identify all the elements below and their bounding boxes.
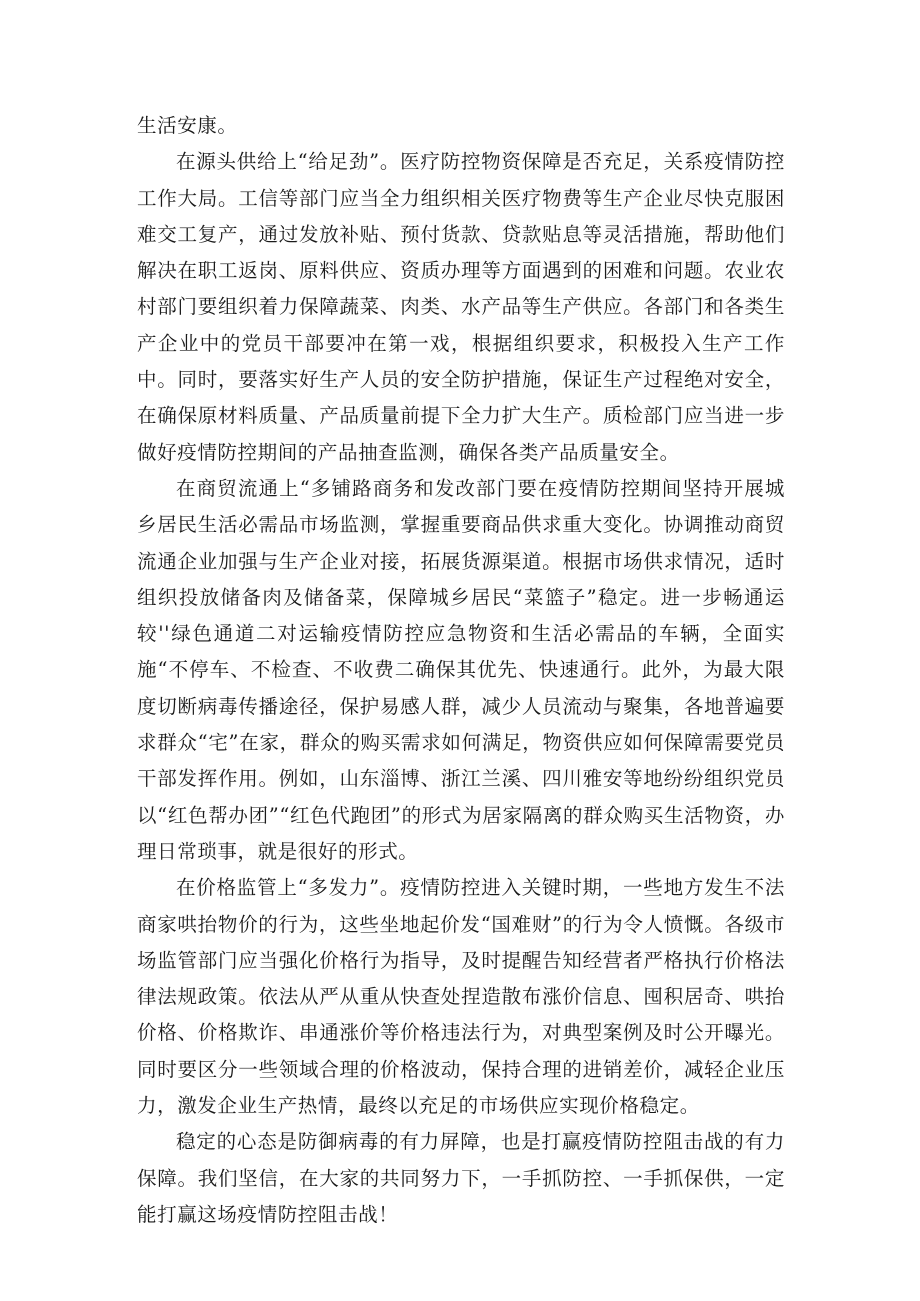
document-page: [137, 108, 785, 1233]
paragraph-3: 在商贸流通上“多铺路商务和发改部门要在疫情防控期间坚持开展城乡居民生活必需品市场监测，掌握重要商品供求重大变化。协调推动商贸流通企业加强与生产企业对接，拓展货源渠道。根据市场供求情况，适时组织投放储备肉及储备菜，保障城乡居民“菜篮子”稳定。进一步畅通运较''绿色通道二对运输疫情防控应急物资和生活必需品的车辆，全面实施“不停车、不检查、不收费二确保其优先、快速通行。此外，为最大限度切断病毒传播途径，保护易感人群，减少人员流动与聚集，各地普遍要求群众“宅”在家，群众的购买需求如何满足，物资供应如何保障需要党员干部发挥作用。例如，山东淄博、浙江兰溪、四川雅安等地纷纷组织党员以“红色帮办团”“红色代跑团”的形式为居家隔离的群众购买生活物资，办理日常琐事，就是很好的形式。: [137, 476, 785, 863]
paragraph-2: 在源头供给上“给足劲”。医疗防控物资保障是否充足，关系疫情防控工作大局。工信等部门应当全力组织相关医疗物费等生产企业尽快克服困难交工复产，通过发放补贴、预付货款、贷款贴息等灵活措施，帮助他们解决在职工返岗、原料供应、资质办理等方面遇到的困难和问题。农业农村部门要组织着力保障蔬菜、肉类、水产品等生产供应。各部门和各类生产企业中的党员干部要冲在第一戏，根据组织要求，积极投入生产工作中。同时，要落实好生产人员的安全防护措施，保证生产过程绝对安全，在确保原材料质量、产品质量前提下全力扩大生产。质检部门应当进一步做好疫情防控期间的产品抽查监测，确保各类产品质量安全。: [137, 150, 785, 464]
paragraph-5: 稳定的心态是防御病毒的有力屏障，也是打赢疫情防控阻击战的有力保障。我们坚信，在大家的共同努力下，一手抓防控、一手抓保供，一定能打赢这场疫情防控阻击战！: [137, 1130, 785, 1226]
paragraph-1: 生活安康。: [137, 114, 238, 137]
paragraph-4: 在价格监管上“多发力”。疫情防控进入关键时期，一些地方发生不法商家哄抬物价的行为，这些坐地起价发“国难财”的行为令人愤慨。各级市场监管部门应当强化价格行为指导，及时提醒告知经营者严格执行价格法律法规政策。依法从严从重从快查处捏造散布涨价信息、囤积居奇、哄抬价格、价格欺诈、串通涨价等价格违法行为，对典型案例及时公开曝光。同时要区分一些领域合理的价格波动，保持合理的进销差价，减轻企业压力，激发企业生产热情，最终以充足的市场供应实现价格稳定。: [137, 876, 785, 1118]
